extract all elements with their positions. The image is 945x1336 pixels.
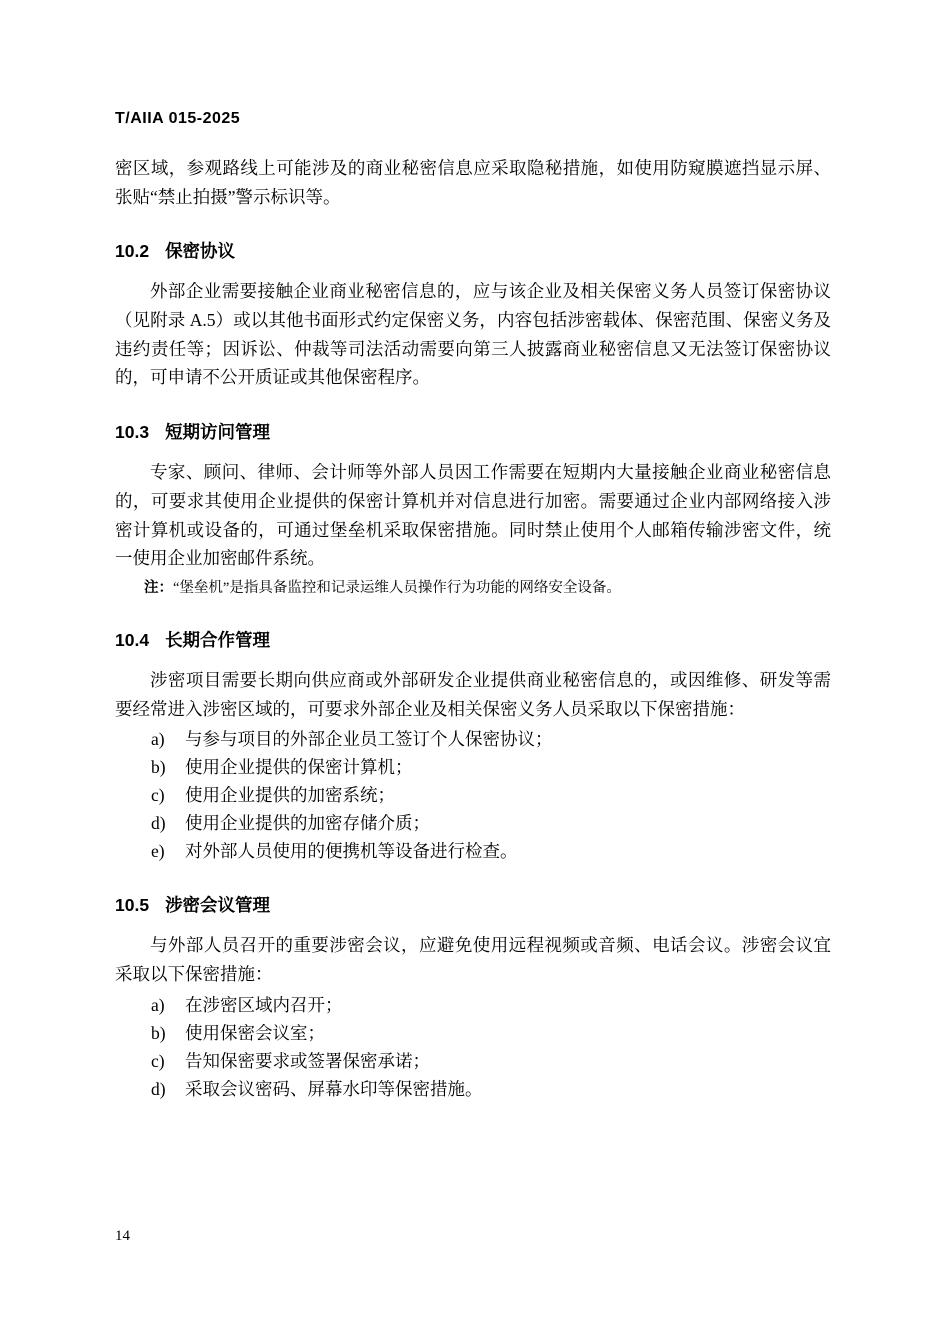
list-item-text: 对外部人员使用的便携机等设备进行检查。 xyxy=(185,841,518,862)
section-number: 10.5 xyxy=(115,895,150,916)
list-item-text: 使用企业提供的保密计算机； xyxy=(185,757,413,778)
list-item-marker: a) xyxy=(151,994,165,1015)
list-item xyxy=(115,1019,831,1047)
section-number: 10.2 xyxy=(115,241,150,262)
list-item-marker: b) xyxy=(151,757,166,778)
section-number: 10.3 xyxy=(115,422,150,443)
section-heading-10-4 xyxy=(115,627,831,652)
section-10-5-paragraph: 与外部人员召开的重要涉密会议，应避免使用远程视频或音频、电话会议。涉密会议宜采取以下保密措施： xyxy=(115,935,831,985)
note-text: “堡垒机”是指具备监控和记录运维人员操作行为功能的网络安全设备。 xyxy=(173,579,621,596)
page-content xyxy=(115,110,831,1103)
list-item xyxy=(115,991,831,1019)
section-title: 涉密会议管理 xyxy=(165,895,271,916)
section-title: 短期访问管理 xyxy=(165,422,271,443)
section-number: 10.4 xyxy=(115,630,150,651)
note-label: 注： xyxy=(144,579,173,596)
section-10-3-paragraph: 专家、顾问、律师、会计师等外部人员因工作需要在短期内大量接触企业商业秘密信息的，可要求其使用企业提供的保密计算机并对信息进行加密。需要通过企业内部网络接入涉密计算机或设备的，可通过堡垒机采取保密措施。同时禁止使用个人邮箱传输涉密文件，统一使用企业加密邮件系统。 xyxy=(115,462,831,569)
list-item-marker: d) xyxy=(151,813,166,834)
list-item-text: 告知保密要求或签署保密承诺； xyxy=(185,1050,430,1071)
section-10-4-paragraph: 涉密项目需要长期向供应商或外部研发企业提供商业秘密信息的，或因维修、研发等需要经常进入涉密区域的，可要求外部企业及相关保密义务人员采取以下保密措施： xyxy=(115,670,831,719)
section-10-4-list xyxy=(115,725,831,865)
list-item-marker: b) xyxy=(151,1022,166,1043)
list-item-text: 使用企业提供的加密存储介质； xyxy=(185,813,430,834)
list-item-text: 使用企业提供的加密系统； xyxy=(185,785,395,806)
page-number: 14 xyxy=(115,1228,130,1244)
list-item xyxy=(115,809,831,837)
list-item-text: 与参与项目的外部企业员工签订个人保密协议； xyxy=(185,729,553,750)
list-item xyxy=(115,725,831,753)
section-heading-10-3 xyxy=(115,419,831,444)
section-10-3-note xyxy=(115,577,831,600)
list-item-marker: e) xyxy=(151,841,165,862)
section-10-5-list xyxy=(115,991,831,1103)
list-item-marker: c) xyxy=(151,1050,165,1071)
list-item-marker: c) xyxy=(151,785,165,806)
list-item-text: 使用保密会议室； xyxy=(185,1022,325,1043)
section-heading-10-5 xyxy=(115,892,831,917)
section-title: 长期合作管理 xyxy=(165,630,271,651)
list-item xyxy=(115,781,831,809)
section-title: 保密协议 xyxy=(165,241,236,262)
list-item-marker: a) xyxy=(151,729,165,750)
paragraph-continuation: 密区域，参观路线上可能涉及的商业秘密信息应采取隐秘措施，如使用防窥膜遮挡显示屏、张贴“禁止拍摄”警示标识等。 xyxy=(115,158,831,207)
list-item xyxy=(115,753,831,781)
list-item-marker: d) xyxy=(151,1078,166,1099)
list-item xyxy=(115,837,831,865)
list-item xyxy=(115,1047,831,1075)
list-item-text: 采取会议密码、屏幕水印等保密措施。 xyxy=(185,1078,483,1099)
document-number-header: T/AIIA 015-2025 xyxy=(115,110,241,127)
section-heading-10-2 xyxy=(115,238,831,263)
list-item-text: 在涉密区域内召开； xyxy=(185,994,343,1015)
list-item xyxy=(115,1075,831,1103)
section-10-2-paragraph: 外部企业需要接触企业商业秘密信息的，应与该企业及相关保密义务人员签订保密协议（见附录 A.5）或以其他书面形式约定保密义务，内容包括涉密载体、保密范围、保密义务及违约责任等；因诉讼、仲裁等司法活动需要向第三人披露商业秘密信息又无法签订保密协议的，可申请不公开质证或其他保密程序。 xyxy=(115,281,831,388)
